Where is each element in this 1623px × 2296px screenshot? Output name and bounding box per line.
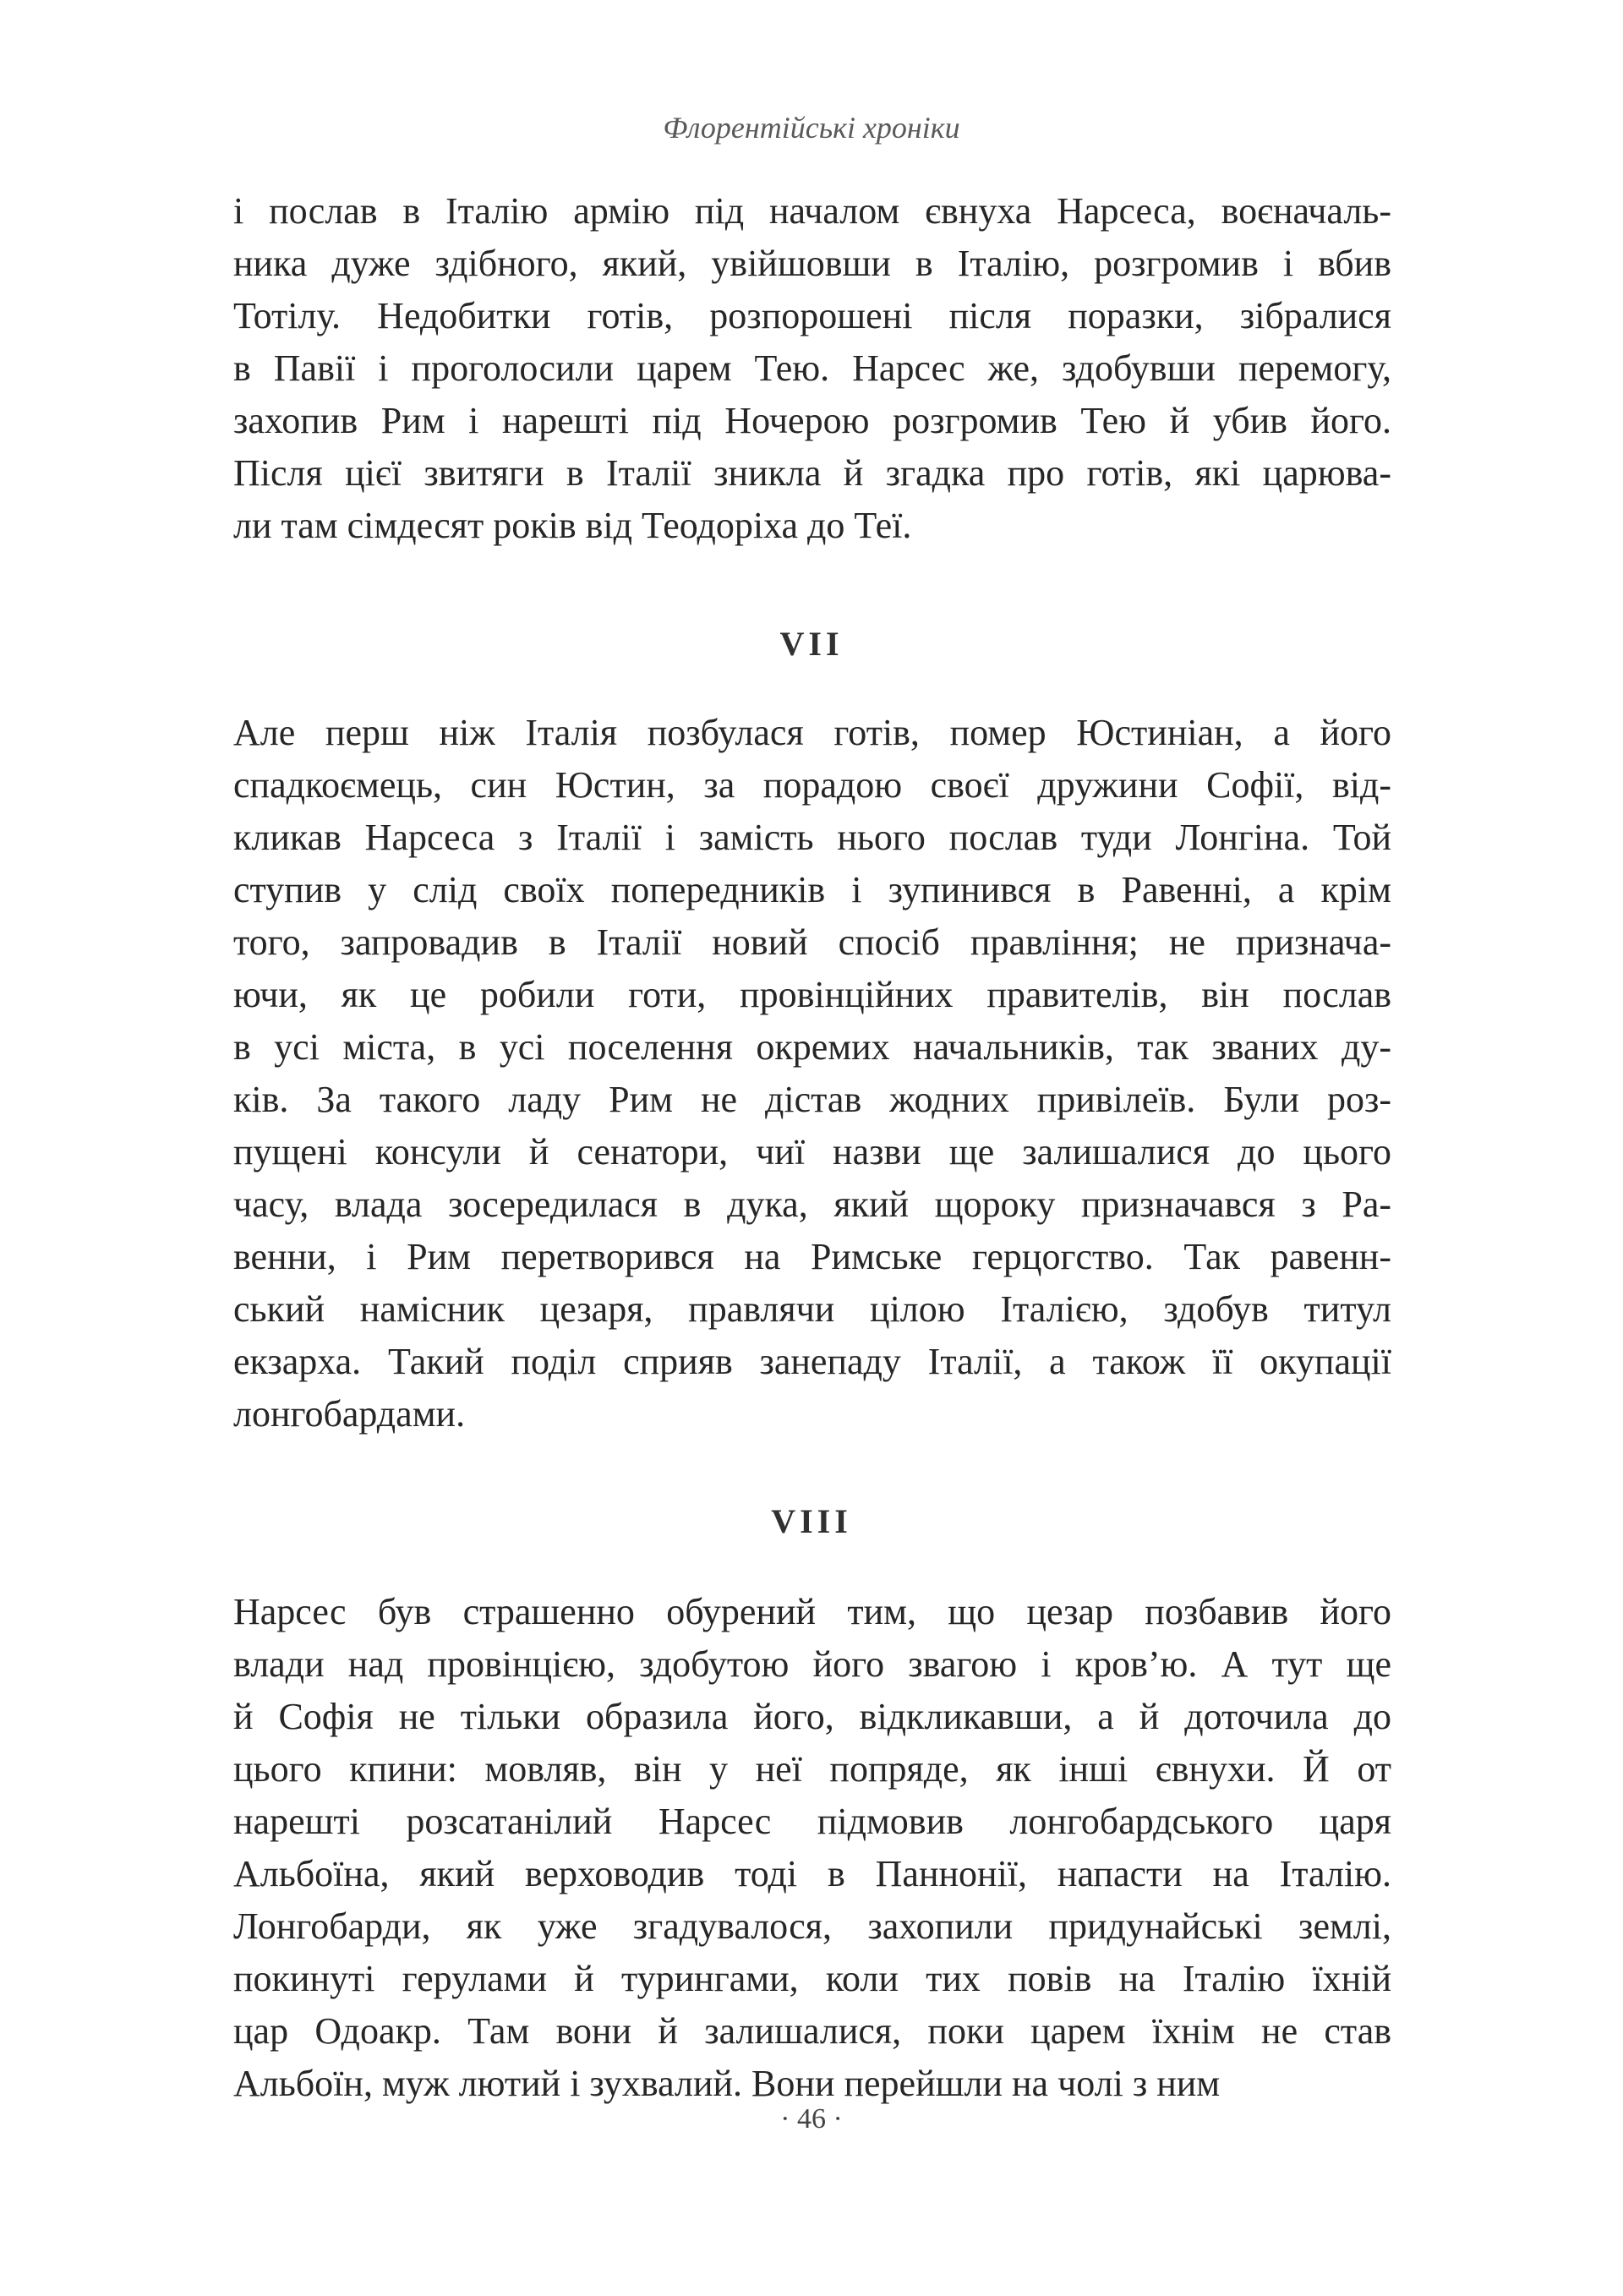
text-line: лонгобардами. (233, 1393, 466, 1435)
paragraph-3 (233, 1586, 1391, 2110)
text-line: Але перш ніж Італія позбулася готів, помер Юстиніан, а його (233, 712, 1391, 753)
text-line: екзарха. Такий поділ сприяв занепаду Італії, а також її окупації (233, 1341, 1391, 1382)
section-heading-viii: VIII (771, 1502, 852, 1540)
text-line: спадкоємець, син Юстин, за порадою своєї дружини Софії, від- (233, 764, 1391, 806)
section-heading-vii: VII (779, 625, 844, 663)
text-line: нарешті розсатанілий Нарсес підмовив лонгобардського царя (233, 1801, 1391, 1842)
text-line: й Софія не тільки образила його, відкликавши, а й доточила до (233, 1696, 1391, 1737)
text-line: того, запровадив в Італії новий спосіб правління; не признача- (233, 921, 1391, 963)
text-line: часу, влада зосередилася в дука, який щороку призначався з Ра- (233, 1184, 1391, 1225)
text-line: Альбоїна, який верховодив тоді в Паннонії, напасти на Італію. (233, 1853, 1391, 1894)
text-line: ський намісник цезаря, правлячи цілою Італією, здобув титул (233, 1288, 1391, 1330)
text-line: ків. За такого ладу Рим не дістав жодних привілеїв. Були роз- (233, 1079, 1391, 1120)
text-line: Після цієї звитяги в Італії зникла й згадка про готів, які царюва- (233, 452, 1391, 494)
text-line: ника дуже здібного, який, увійшовши в Італію, розгромив і вбив (233, 243, 1391, 284)
text-line: Альбоїн, муж лютий і зухвалий. Вони перейшли на чолі з ним (233, 2063, 1221, 2104)
text-line: в Павії і проголосили царем Тею. Нарсес же, здобувши перемогу, (233, 347, 1391, 389)
text-line: ли там сімдесят років від Теодоріха до Теї. (233, 505, 912, 546)
text-line: і послав в Італію армію під началом євнуха Нарсеса, воєначаль- (233, 190, 1391, 232)
text-line: влади над провінцією, здобутою його звагою і кров’ю. А тут ще (233, 1643, 1391, 1685)
text-line: в усі міста, в усі поселення окремих начальників, так званих ду- (233, 1026, 1391, 1068)
paragraph-1 (233, 185, 1391, 552)
text-line: цар Одоакр. Там вони й залишалися, поки царем їхнім не став (233, 2010, 1391, 2052)
text-line: кликав Нарсеса з Італії і замість нього послав туди Лонгіна. Той (233, 817, 1391, 858)
text-line: захопив Рим і нарешті під Ночерою розгромив Тею й убив його. (233, 400, 1391, 441)
text-line: ступив у слід своїх попередників і зупинився в Равенні, а крім (233, 869, 1391, 910)
text-line: ючи, як це робили готи, провінційних правителів, він послав (233, 974, 1391, 1015)
page-number: · 46 · (780, 2103, 843, 2135)
text-line: цього кпини: мовляв, він у неї попряде, як інші євнухи. Й от (233, 1748, 1391, 1790)
text-line: пущені консули й сенатори, чиї назви ще залишалися до цього (233, 1131, 1391, 1173)
text-line: Нарсес був страшенно обурений тим, що цезар позбавив його (233, 1591, 1391, 1632)
paragraph-2 (233, 707, 1391, 1440)
text-line: Тотілу. Недобитки готів, розпорошені після поразки, зібралися (233, 295, 1391, 336)
text-line: покинуті герулами й турингами, коли тих повів на Італію їхній (233, 1958, 1391, 1999)
running-header: Флорентійські хроніки (663, 111, 960, 145)
text-line: Лонгобарди, як уже згадувалося, захопили придунайські землі, (233, 1905, 1391, 1947)
text-line: венни, і Рим перетворився на Римське герцогство. Так равенн- (233, 1236, 1391, 1277)
